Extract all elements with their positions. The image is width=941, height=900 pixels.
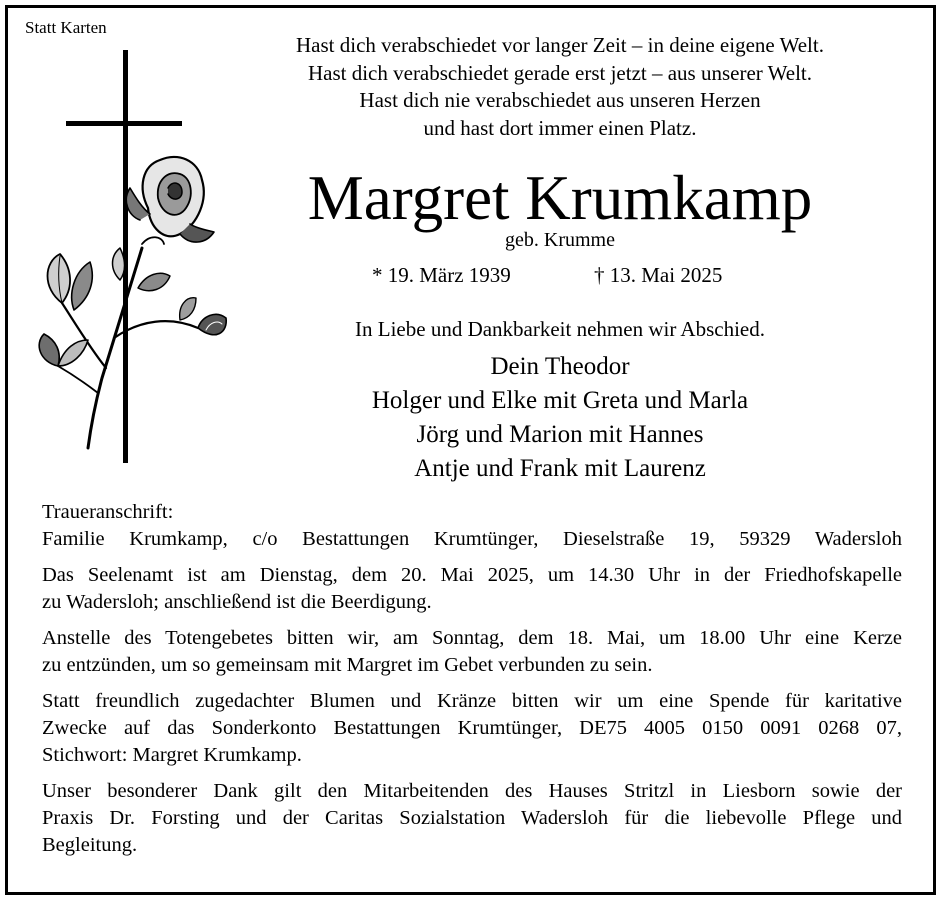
statt-karten-label: Statt Karten xyxy=(25,18,107,37)
paragraph-line: Zwecke auf das Sonderkonto Bestattungen Krumtünger, DE75 4005 0150 0091 0268 07, xyxy=(42,717,902,739)
paragraph-line: Unser besonderer Dank gilt den Mitarbeitenden des Hauses Stritzl in Liesborn sowie der xyxy=(42,780,902,802)
paragraph-line: Praxis Dr. Forsting und der Caritas Sozialstation Wadersloh für die liebevolle Pflege und xyxy=(42,807,902,829)
donation-paragraph xyxy=(42,688,902,769)
poem-line: und hast dort immer einen Platz. xyxy=(423,115,697,140)
poem-line: Hast dich nie verabschiedet aus unseren Herzen xyxy=(359,88,761,112)
born-name: geb. Krumme xyxy=(505,229,615,251)
paragraph-line: Statt freundlich zugedachter Blumen und Kränze bitten wir um eine Spende für karitative xyxy=(42,690,902,712)
address-label: Traueranschrift: xyxy=(42,501,174,523)
poem xyxy=(230,32,890,142)
candle-paragraph xyxy=(42,625,902,679)
mourners-list xyxy=(230,350,890,486)
rose-icon xyxy=(39,157,226,448)
poem-line: Hast dich verabschiedet gerade erst jetzt – aus unserer Welt. xyxy=(307,60,813,85)
paragraph-line: zu Wadersloh; anschließend ist die Beerdigung. xyxy=(42,591,432,613)
paragraph-line: Das Seelenamt ist am Dienstag, dem 20. Mai 2025, um 14.30 Uhr in der Friedhofskapelle xyxy=(42,564,902,586)
mourner: Antje und Frank mit Laurenz xyxy=(414,455,706,482)
thanks-paragraph xyxy=(42,778,902,859)
mourner: Jörg und Marion mit Hannes xyxy=(416,421,704,448)
paragraph-line: Stichwort: Margret Krumkamp. xyxy=(42,744,302,766)
farewell-line: In Liebe und Dankbarkeit nehmen wir Abschied. xyxy=(355,317,765,341)
paragraph-line: zu entzünden, um so gemeinsam mit Margret im Gebet verbunden zu sein. xyxy=(42,654,653,676)
poem-line: Hast dich verabschiedet vor langer Zeit – in deine eigene Welt. xyxy=(296,33,824,57)
mourner: Dein Theodor xyxy=(490,353,630,380)
notice-body xyxy=(42,499,902,859)
paragraph-line: Begleitung. xyxy=(42,834,138,856)
deceased-name: Margret Krumkamp xyxy=(307,163,813,233)
mourner: Holger und Elke mit Greta und Marla xyxy=(371,387,749,414)
birth-date: * 19. März 1939 xyxy=(372,263,511,287)
cross-rose-graphic xyxy=(30,48,235,468)
service-paragraph xyxy=(42,562,902,616)
paragraph-line: Anstelle des Totengebetes bitten wir, am Sonntag, dem 18. Mai, um 18.00 Uhr eine Kerze xyxy=(42,627,902,649)
death-date: † 13. Mai 2025 xyxy=(594,263,723,287)
address-block xyxy=(42,499,902,553)
address-value: Familie Krumkamp, c/o Bestattungen Krumtünger, Dieselstraße 19, 59329 Wadersloh xyxy=(42,528,902,550)
